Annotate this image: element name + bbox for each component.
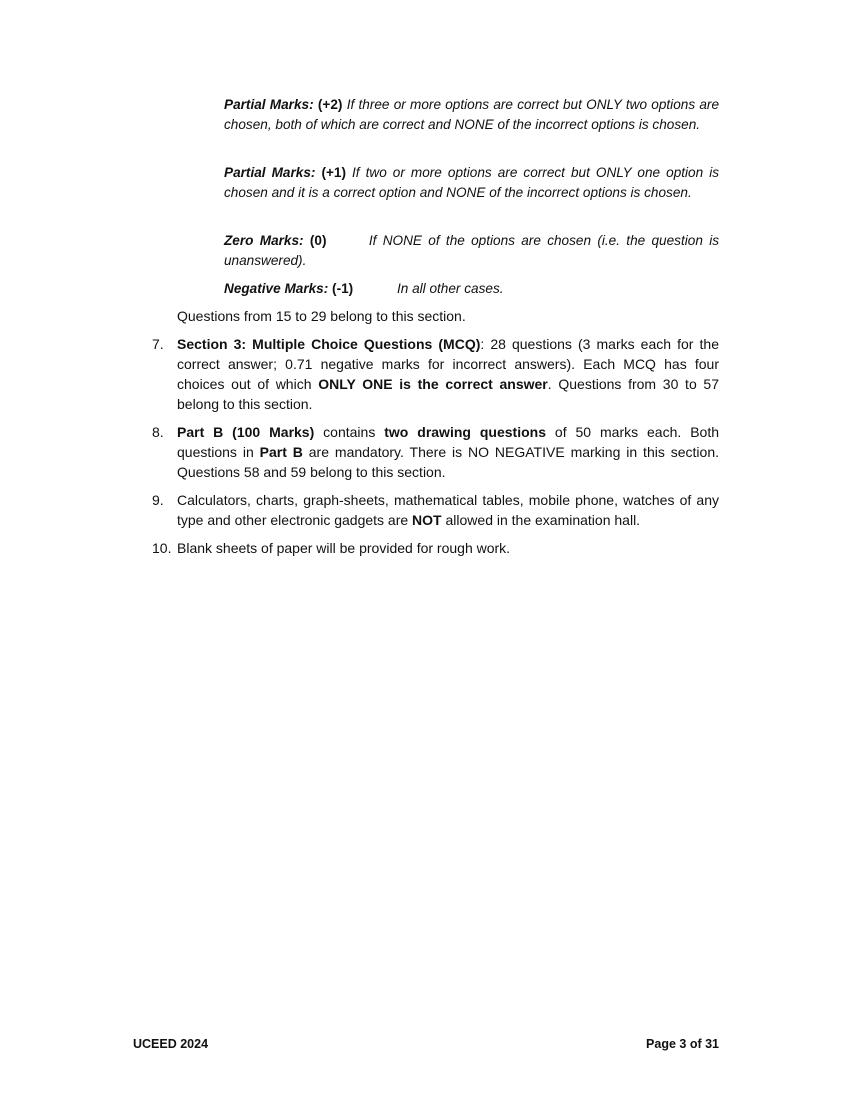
item-body (177, 334, 719, 414)
instruction-item-8 (152, 422, 719, 482)
item-text: of 50 marks each. Both questions in (177, 424, 719, 460)
item-text: allowed in the examination hall. (441, 512, 641, 528)
item-bold-text: ONLY ONE is the correct answer (318, 376, 548, 392)
item-bold-text: two drawing questions (384, 424, 546, 440)
negative-marks-label: Negative Marks: (224, 281, 329, 296)
item-bold-text: Section 3: Multiple Choice Questions (MCQ) (177, 336, 481, 352)
partial-marks-plus1-block (224, 163, 719, 203)
instruction-item-10 (152, 538, 719, 558)
item-text: contains (314, 424, 385, 440)
partial-marks-plus2-block (224, 95, 719, 135)
partial-marks-description: If three or more options are correct but ONLY two options are chosen, both of which are correct and NONE of the incorrect options is chosen. (224, 97, 720, 132)
zero-marks-value: (0) (309, 233, 327, 248)
instruction-item-9 (152, 490, 719, 530)
item-body (177, 490, 719, 530)
item-text: : 28 questions (3 marks each for the correct answer; 0.71 negative marks for incorrect answers). Each MCQ has four choices out of which (177, 336, 719, 392)
item-bold-text: Part B (259, 444, 303, 460)
item-body (177, 422, 719, 482)
instruction-item-7 (152, 334, 719, 414)
item-bold-text: Part B (100 Marks) (177, 424, 315, 440)
partial-marks-value: (+1) (321, 165, 346, 180)
item-number: 10. (152, 540, 172, 556)
negative-marks-value: (-1) (332, 281, 354, 296)
zero-marks-block (224, 231, 719, 271)
partial-marks-label: Partial Marks: (224, 97, 314, 112)
footer-page-number: Page 3 of 31 (646, 1037, 719, 1051)
partial-marks-value: (+2) (317, 97, 343, 112)
item-number: 7. (152, 336, 164, 352)
item-body (177, 538, 719, 558)
section2-range-text: Questions from 15 to 29 belong to this section. (177, 308, 466, 324)
item-number: 8. (152, 424, 164, 440)
partial-marks-label: Partial Marks: (224, 165, 316, 180)
zero-marks-label: Zero Marks: (224, 233, 304, 248)
partial-marks-description: If two or more options are correct but ONLY one option is chosen and it is a correct option and NONE of the incorrect options is chosen. (224, 165, 720, 200)
item-text: Blank sheets of paper will be provided for rough work. (177, 540, 511, 556)
zero-marks-description: If NONE of the options are chosen (i.e. the question is unanswered). (224, 233, 720, 268)
item-text: . Questions from 30 to 57 belong to this section. (177, 376, 719, 412)
negative-marks-block (224, 279, 719, 299)
footer-exam-name: UCEED 2024 (133, 1037, 209, 1051)
item-text: Calculators, charts, graph-sheets, mathematical tables, mobile phone, watches of any type and other electronic gadgets are (177, 492, 719, 528)
negative-marks-description: In all other cases. (396, 281, 504, 296)
item-bold-text: NOT (412, 512, 442, 528)
item-text: are mandatory. There is NO NEGATIVE marking in this section. Questions 58 and 59 belong to this section. (177, 444, 719, 480)
item-number: 9. (152, 492, 164, 508)
